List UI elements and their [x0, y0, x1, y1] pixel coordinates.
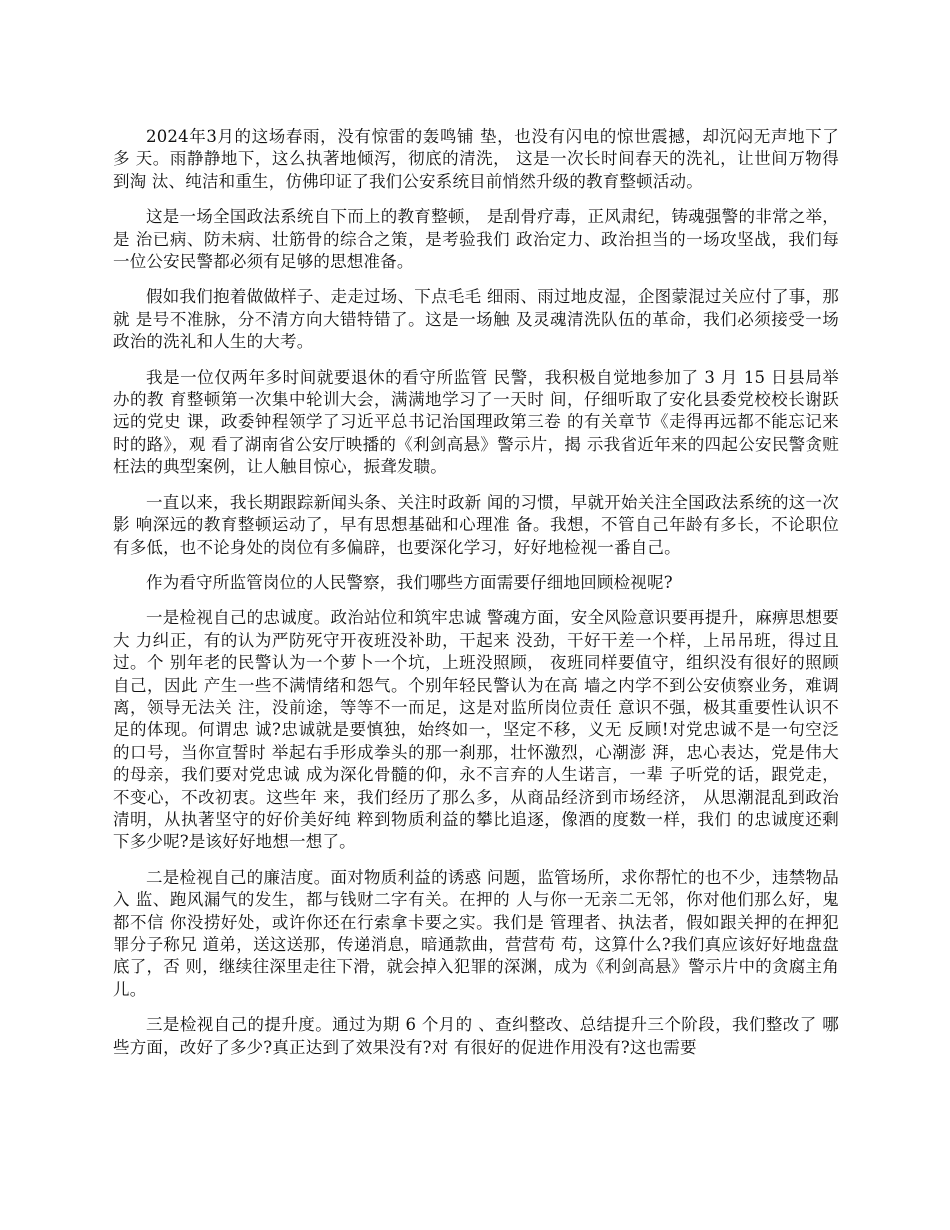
paragraph-9: 三是检视自己的提升度。通过为期 6 个月的 、查纠整改、总结提升三个阶段，我们整改了 哪些方面，改好了多少?真正达到了效果没有?对 有很好的促进作用没有?这也需要 [113, 1015, 839, 1057]
document-body [113, 126, 839, 1072]
paragraph-8: 二是检视自己的廉洁度。面对物质利益的诱惑 问题，监管场所，求你帮忙的也不少，违禁物品入 监、跑风漏气的发生，都与钱财二字有关。在押的 人与你一无亲二无邻，你对他们那么好，鬼都不信 你没捞好处，或许你还在行索拿卡要之实。我们是 管理者、执法者，假如跟关押的在押犯罪分子称兄 道弟，送这送那，传递消息，暗通款曲，营营苟 苟，这算什么?我们真应该好好地盘盘底了，否 则，继续往深里走往下滑，就会掉入犯罪的深渊，成为《利剑高悬》警示片中的贪腐主角儿。 [113, 867, 839, 999]
paragraph-1: 2024年3月的这场春雨，没有惊雷的轰鸣铺 垫，也没有闪电的惊世震撼，却沉闷无声地下了多 天。雨静静地下，这么执著地倾泻，彻底的清洗， 这是一次长时间春天的洗礼，让世间万物得到淘 汰、纯洁和重生，仿佛印证了我们公安系统目前悄然升级的教育整顿活动。 [113, 127, 839, 191]
paragraph-7: 一是检视自己的忠诚度。政治站位和筑牢忠诚 警魂方面，安全风险意识要再提升，麻痹思想要大 力纠正，有的认为严防死守开夜班没补助，干起来 没劲，干好干差一个样，上吊吊班，得过且过。个 别年老的民警认为一个萝卜一个坑，上班没照顾， 夜班同样要值守，组织没有很好的照顾自己，因此 产生一些不满情绪和怨气。个别年轻民警认为在高 墙之内学不到公安侦察业务，难调离，领导无法关 注，没前途，等等不一而足，这是对监所岗位责任 意识不强，极其重要性认识不足的体现。何谓忠 诚?忠诚就是要慎独，始终如一，坚定不移，义无 反顾!对党忠诚不是一句空泛的口号，当你宣誓时 举起右手形成拳头的那一刹那，壮怀激烈，心潮澎 湃，忠心表达，党是伟大的母亲，我们要对党忠诚 成为深化骨髓的仰，永不言弃的人生诺言，一辈 子听党的话，跟党走，不变心，不改初衷。这些年 来，我们经历了那么多，从商品经济到市场经济， 从思潮混乱到政治清明，从执著坚守的好价美好纯 粹到物质利益的攀比追逐，像酒的度数一样，我们 的忠诚度还剩下多少呢?是该好好地想一想了。 [113, 608, 839, 852]
paragraph-2: 这是一场全国政法系统自下而上的教育整顿， 是刮骨疗毒，正风肃纪，铸魂强警的非常之举，是 治已病、防未病、壮筋骨的综合之策，是考验我们 政治定力、政治担当的一场攻坚战，我们每一位公安民警都必须有足够的思想准备。 [113, 207, 839, 272]
paragraph-6: 作为看守所监管岗位的人民警察，我们哪些方面需要仔细地回顾检视呢? [146, 572, 673, 592]
paragraph-5: 一直以来，我长期跟踪新闻头条、关注时政新 闻的习惯，早就开始关注全国政法系统的这一次影 响深远的教育整顿运动了，早有思想基础和心理准 备。我想，不管自己年龄有多长，不论职位有多低，也不论身处的岗位有多偏辟，也要深化学习，好好地检视一番自己。 [113, 492, 839, 557]
paragraph-3: 假如我们抱着做做样子、走走过场、下点毛毛 细雨、雨过地皮湿，企图蒙混过关应付了事，那就 是号不准脉，分不清方向大错特错了。这是一场触 及灵魂清洗队伍的革命，我们必须接受一场政治的洗礼和人生的大考。 [113, 287, 839, 352]
paragraph-4: 我是一位仅两年多时间就要退休的看守所监管 民警，我积极自觉地参加了 3 月 15 日县局举办的教 育整顿第一次集中轮训大会，满满地学习了一天时 间，仔细听取了安化县委党校校长谢跃远的党史 课，政委钟程领学了习近平总书记治国理政第三卷 的有关章节《走得再远都不能忘记来时的路》，观 看了湖南省公安厅映播的《利剑高悬》警示片，揭 示我省近年来的四起公安民警贪赃枉法的典型案例，让人触目惊心，振聋发聩。 [113, 367, 839, 477]
